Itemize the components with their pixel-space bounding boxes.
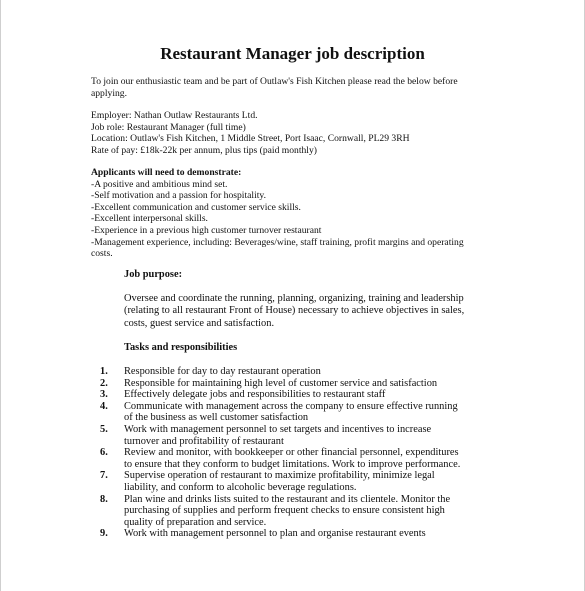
rate-of-pay-line: Rate of pay: £18k-22k per annum, plus tips (paid monthly) (91, 144, 317, 156)
list-item-text (124, 528, 480, 540)
applicant-requirement: -Excellent communication and customer service skills. (91, 201, 301, 213)
tasks-heading: Tasks and responsibilities (124, 342, 238, 353)
job-role-line: Job role: Restaurant Manager (full time) (91, 121, 246, 133)
list-item (100, 447, 480, 470)
list-item-line: Plan wine and drinks lists suited to the restaurant and its clientele. Monitor the (124, 493, 451, 505)
intro-line: applying. (91, 87, 127, 99)
applicant-requirement: -A positive and ambitious mind set. (91, 178, 228, 190)
list-item-line: Supervise operation of restaurant to maximize profitability, minimize legal (124, 470, 435, 482)
job-purpose-line: Oversee and coordinate the running, planning, organizing, training and leadership (124, 293, 464, 304)
list-item-line: Responsible for maintaining high level of customer service and satisfaction (124, 377, 438, 389)
list-item (100, 389, 480, 401)
applicant-requirement: -Experience in a previous high customer turnover restaurant (91, 224, 322, 236)
applicants-heading: Applicants will need to demonstrate: (91, 167, 242, 178)
list-item-text (124, 378, 480, 390)
list-item-line: Communicate with management across the company to ensure effective running (124, 400, 458, 412)
list-item-number: 6. (100, 447, 108, 459)
list-item-text (124, 494, 480, 529)
list-item (100, 528, 480, 540)
list-item (100, 494, 480, 529)
list-item-number: 1. (100, 366, 108, 377)
employer-line: Employer: Nathan Outlaw Restaurants Ltd. (91, 110, 258, 121)
list-item-text (124, 401, 480, 424)
applicant-requirement: -Management experience, including: Beverages/wine, staff training, profit margins and operating (91, 236, 464, 248)
location-line: Location: Outlaw's Fish Kitchen, 1 Middle Street, Port Isaac, Cornwall, PL29 3RH (91, 133, 410, 145)
applicant-requirement: costs. (91, 248, 113, 260)
list-item (100, 470, 480, 493)
applicant-requirement: -Self motivation and a passion for hospitality. (91, 190, 266, 202)
list-item-text (124, 366, 480, 378)
list-item-text (124, 424, 480, 447)
document-title: Restaurant Manager job description (160, 44, 425, 63)
list-item-number: 8. (100, 493, 108, 505)
list-item-text (124, 447, 480, 470)
list-item-number: 7. (100, 470, 108, 482)
list-item (100, 366, 480, 378)
list-item-line: Effectively delegate jobs and responsibilities to restaurant staff (124, 389, 386, 401)
list-item (100, 424, 480, 447)
tasks-list (100, 366, 480, 540)
job-purpose-line: costs, guest service and satisfaction. (124, 317, 275, 329)
list-item-number: 4. (100, 400, 108, 412)
list-item-line: Work with management personnel to plan and organise restaurant events (124, 528, 426, 540)
intro-line: To join our enthusiastic team and be part of Outlaw's Fish Kitchen please read the below before (91, 76, 458, 87)
list-item-number: 3. (100, 389, 108, 401)
list-item-line: Responsible for day to day restaurant operation (124, 366, 321, 377)
list-item-line: of the business as well customer satisfaction (124, 412, 309, 424)
job-details (91, 110, 491, 156)
list-item (100, 378, 480, 390)
list-item-line: Review and monitor, with bookkeeper or other financial personnel, expenditures (124, 447, 459, 459)
page-border-left (0, 0, 1, 591)
job-purpose-paragraph (124, 293, 484, 330)
list-item-line: liability, and conform to alcoholic beverage regulations. (124, 481, 357, 493)
list-item-line: Work with management personnel to set targets and incentives to increase (124, 423, 432, 435)
list-item-text (124, 470, 480, 493)
list-item-line: to ensure that they conform to budget limitations. Work to improve performance. (124, 458, 461, 470)
job-purpose-line: (relating to all restaurant Front of House) necessary to achieve objectives in sales, (124, 305, 465, 317)
intro-paragraph (91, 76, 491, 99)
list-item-line: turnover and profitability of restaurant (124, 435, 284, 447)
list-item-line: purchasing of supplies and perform frequent checks to ensure consistent high (124, 505, 445, 517)
list-item-number: 9. (100, 528, 108, 540)
list-item (100, 401, 480, 424)
list-item-number: 5. (100, 423, 108, 435)
list-item-text (124, 389, 480, 401)
list-item-number: 2. (100, 377, 108, 389)
job-purpose-heading: Job purpose: (124, 269, 183, 280)
applicants-section (91, 167, 491, 260)
list-item-line: quality of preparation and service. (124, 516, 267, 528)
applicant-requirement: -Excellent interpersonal skills. (91, 213, 208, 225)
